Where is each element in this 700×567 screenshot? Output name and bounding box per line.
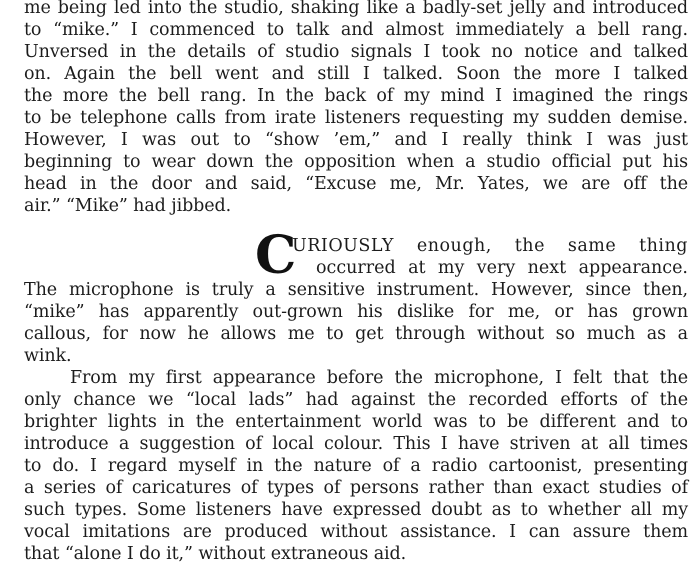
text-line: occurred at my very next appearance. <box>316 258 688 278</box>
text-line: brighter lights in the entertainment world was to be different and to <box>24 412 688 432</box>
text-line: only chance we “local lads” had against the recorded efforts of the <box>24 390 688 410</box>
text-line: URIOUSLY enough, the same thing <box>292 236 688 256</box>
text-line: beginning to wear down the opposition when a studio official put his <box>24 152 688 172</box>
text-line: to “mike.” I commenced to talk and almost immediately a bell rang. <box>24 20 688 40</box>
text-line: introduce a suggestion of local colour. This I have striven at all times <box>24 434 688 454</box>
drop-cap: C <box>255 225 297 286</box>
text-line: that “alone I do it,” without extraneous aid. <box>24 544 407 564</box>
text-line: a series of caricatures of types of persons rather than exact studies of <box>24 478 688 498</box>
text-line: callous, for now he allows me to get through without so much as a <box>24 324 688 344</box>
text-line: wink. <box>24 346 72 366</box>
text-line: me being led into the studio, shaking like a badly-set jelly and introduced <box>24 0 688 18</box>
text-line: head in the door and said, “Excuse me, Mr. Yates, we are off the <box>24 174 688 194</box>
text-line: The microphone is truly a sensitive instrument. However, since then, <box>24 280 688 300</box>
text-line: vocal imitations are produced without assistance. I can assure them <box>24 522 688 542</box>
text-line: Unversed in the details of studio signals I took no notice and talked <box>24 42 688 62</box>
text-line: However, I was out to “show ’em,” and I really think I was just <box>24 130 688 150</box>
text-line: From my first appearance before the microphone, I felt that the <box>70 368 688 388</box>
text-line: “mike” has apparently out-grown his dislike for me, or has grown <box>24 302 688 322</box>
text-line: to be telephone calls from irate listeners requesting my sudden demise. <box>24 108 688 128</box>
text-line: on. Again the bell went and still I talked. Soon the more I talked <box>24 64 688 84</box>
text-line: the more the bell rang. In the back of my mind I imagined the rings <box>24 86 688 106</box>
text-line: to do. I regard myself in the nature of a radio cartoonist, presenting <box>24 456 688 476</box>
text-line: such types. Some listeners have expressed doubt as to whether all my <box>24 500 688 520</box>
text-line: air.” “Mike” had jibbed. <box>24 196 232 216</box>
